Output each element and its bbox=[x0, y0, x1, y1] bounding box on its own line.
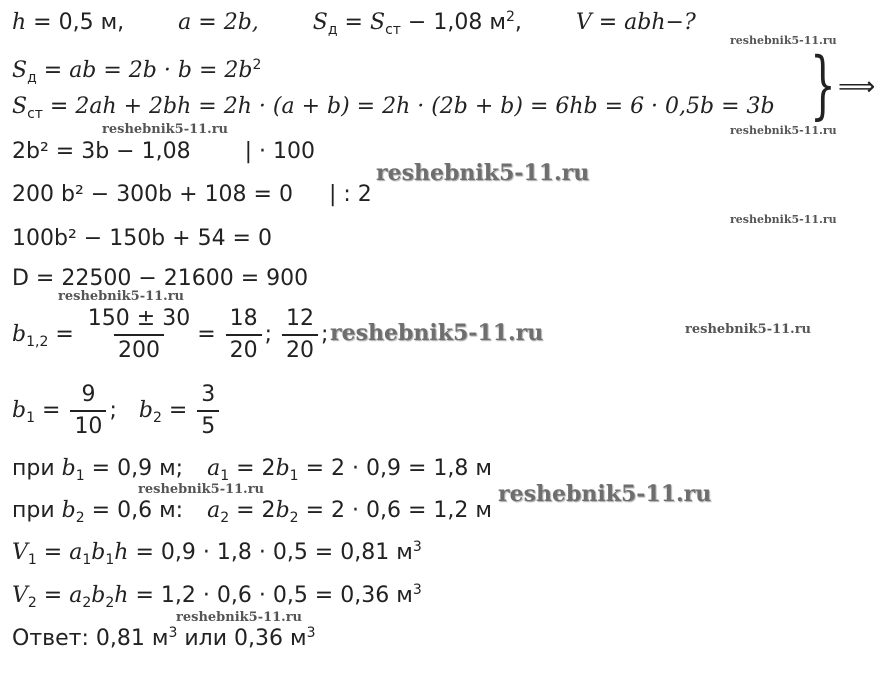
roots-line: $b_{1,2}$ = $\frac{150 \pm 30}{200}$ = $\frac{18}{20}$ ; $\frac{12}{20}$ ; bbox=[12, 306, 329, 363]
system-brace: } bbox=[810, 42, 836, 128]
equation-3: 100b² − 150b + 54 = 0 bbox=[12, 226, 272, 251]
watermark: reshebnik5-11.ru bbox=[138, 482, 265, 497]
given-line: h = 0,5 м, a = 2b, $S_д = S_{ст} - 1,08$ $м^2$, V = abh−? bbox=[12, 9, 696, 38]
b-values-line: $b_1$ = $\frac{9}{10}$ ; $b_2$ = $\frac{3}{5}$ bbox=[12, 384, 222, 438]
b2-fraction: $\frac{3}{5}$ bbox=[197, 384, 219, 438]
equation-1: 2b² = 3b − 1,08 | · 100 bbox=[12, 139, 315, 164]
watermark: reshebnik5-11.ru bbox=[58, 289, 185, 304]
case-1-line: при $b_1 = 0,9$ м; $a_1 = 2b_1 = 2 \cdot 0,9 = 1,8$ м bbox=[12, 456, 492, 484]
volume-2-line: $V_2 = a_2b_2h = 1,2 \cdot 0,6 \cdot 0,5 = 0,36$ $м^3$ bbox=[12, 582, 422, 611]
watermark: reshebnik5-11.ru bbox=[685, 322, 812, 337]
watermark: reshebnik5-11.ru bbox=[330, 320, 544, 346]
equation-2: 200 b² − 300b + 108 = 0 | : 2 bbox=[12, 182, 372, 207]
discriminant: D = 22500 − 21600 = 900 bbox=[12, 266, 309, 291]
watermark: reshebnik5-11.ru bbox=[730, 213, 837, 226]
root2-fraction: $\frac{12}{20}$ bbox=[282, 308, 318, 362]
answer-line: Ответ: 0,81 $м^3$ или 0,36 $м^3$ bbox=[12, 625, 316, 651]
watermark: reshebnik5-11.ru bbox=[176, 610, 303, 625]
watermark: reshebnik5-11.ru bbox=[102, 122, 229, 137]
watermark: reshebnik5-11.ru bbox=[730, 34, 837, 47]
implies-arrow: ⟹ bbox=[838, 72, 876, 102]
roots-fraction: $\frac{150 \pm 30}{200}$ bbox=[87, 306, 191, 363]
watermark: reshebnik5-11.ru bbox=[498, 481, 712, 507]
area-bottom-eq: $S_д$ = ab = $2b \cdot b = 2b^2$ bbox=[12, 57, 262, 86]
b1-fraction: $\frac{9}{10}$ bbox=[70, 384, 106, 438]
watermark: reshebnik5-11.ru bbox=[730, 124, 837, 137]
volume-1-line: $V_1 = a_1b_1h = 0,9 \cdot 1,8 \cdot 0,5 = 0,81$ $м^3$ bbox=[12, 539, 422, 568]
watermark: reshebnik5-11.ru bbox=[376, 160, 590, 186]
root1-fraction: $\frac{18}{20}$ bbox=[226, 308, 262, 362]
area-walls-eq: $S_{ст} = 2ah + 2bh = 2h \cdot (a + b) = 2h \cdot (2b + b) = 6hb = 6 \cdot 0,5b = 3b$ bbox=[12, 94, 775, 122]
case-2-line: при $b_2 = 0,6$ м: $a_2 = 2b_2 = 2 \cdot 0,6 = 1,2$ м bbox=[12, 498, 492, 526]
